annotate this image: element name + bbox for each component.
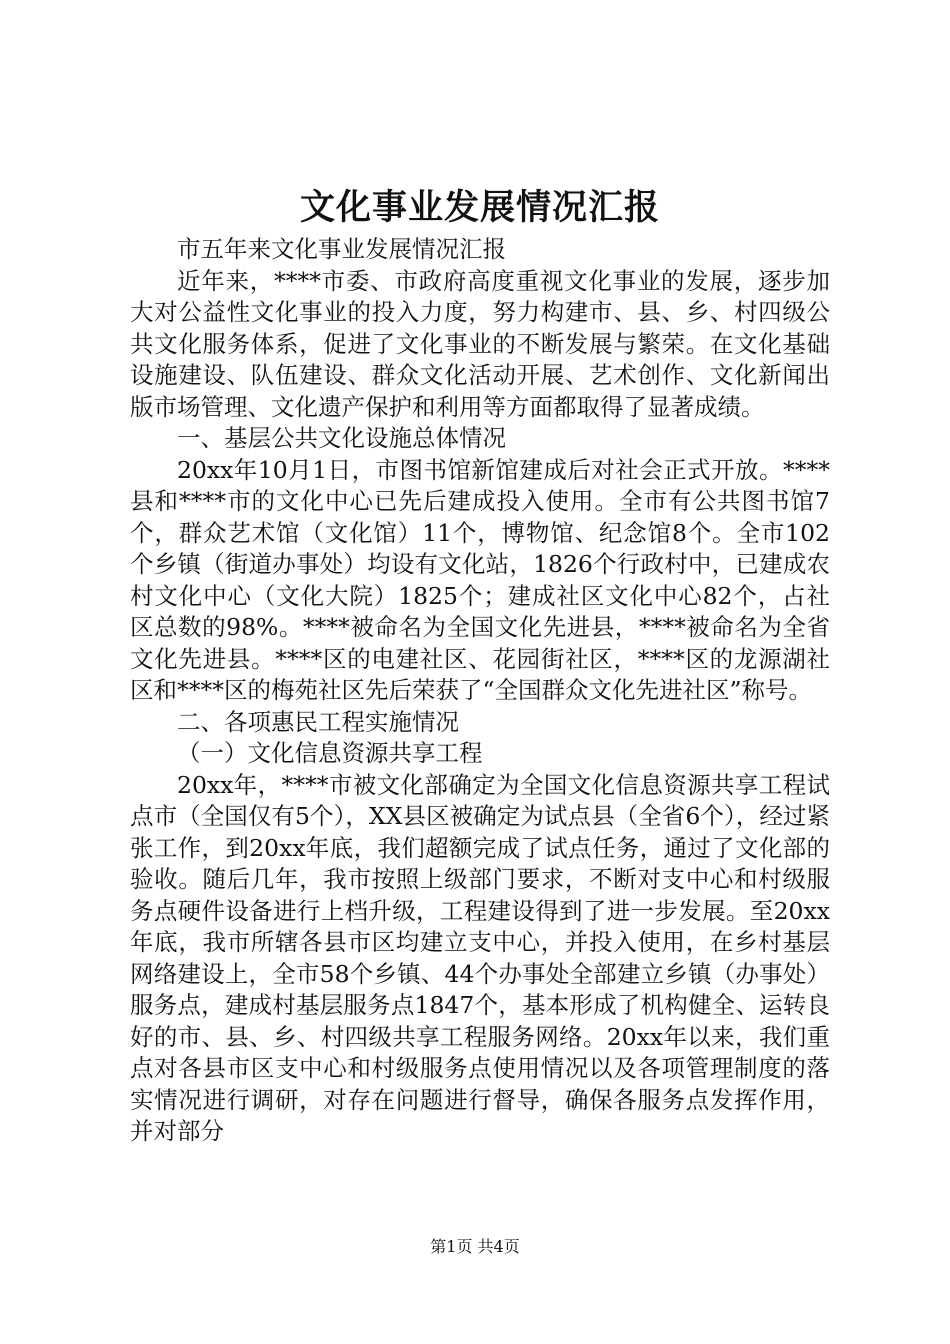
intro-paragraph: 近年来，****市委、市政府高度重视文化事业的发展，逐步加大对公益性文化事业的投入力度，努力构建市、县、乡、村四级公共文化服务体系，促进了文化事业的不断发展与繁荣。在文化基础设施建设、队伍建设、群众文化活动开展、艺术创作、文化新闻出版市场管理、文化遗产保护和利用等方面都取得了显著成绩。 — [130, 266, 830, 421]
document-page — [130, 0, 830, 1344]
resource-sharing-paragraph: 20xx年，****市被文化部确定为全国文化信息资源共享工程试点市（全国仅有5个），XX县区被确定为试点县（全省6个），经过紧张工作，到20xx年底，我们超额完成了试点任务，通过了文化部的验收。随后几年，我市按照上级部门要求，不断对支中心和村级服务点硬件设备进行上档升级，工程建设得到了进一步发展。至20xx年底，我市所辖各县市区均建立支中心，并投入使用，在乡村基层网络建设上，全市58个乡镇、44个办事处全部建立乡镇（办事处）服务点，建成村基层服务点1847个，基本形成了机构健全、运转良好的市、县、乡、村四级共享工程服务网络。20xx年以来，我们重点对各县市区支中心和村级服务点使用情况以及各项管理制度的落实情况进行调研，对存在问题进行督导，确保各服务点发挥作用，并对部分 — [130, 770, 830, 1145]
section-heading-2: 二、各项惠民工程实施情况 — [177, 707, 459, 736]
document-body — [130, 234, 830, 1148]
page-footer: 第1页 共4页 — [430, 1237, 520, 1256]
subsection-heading-1: （一）文化信息资源共享工程 — [177, 739, 483, 767]
facilities-paragraph: 20xx年10月1日，市图书馆新馆建成后对社会正式开放。****县和****市的文化中心已先后建成投入使用。全市有公共图书馆7个，群众艺术馆（文化馆）11个，博物馆、纪念馆8个。全市102个乡镇（街道办事处）均设有文化站，1826个行政村中，已建成农村文化中心（文化大院）1825个；建成社区文化中心82个，占社区总数的98%。****被命名为全国文化先进县，****被命名为全省文化先进县。****区的电建社区、花园街社区，****区的龙源湖社区和****区的梅苑社区先后荣获了“全国群众文化先进社区”称号。 — [130, 455, 830, 704]
subtitle-paragraph: 市五年来文化事业发展情况汇报 — [177, 235, 506, 263]
section-heading-1: 一、基层公共文化设施总体情况 — [177, 424, 506, 452]
document-title: 文化事业发展情况汇报 — [299, 187, 660, 228]
